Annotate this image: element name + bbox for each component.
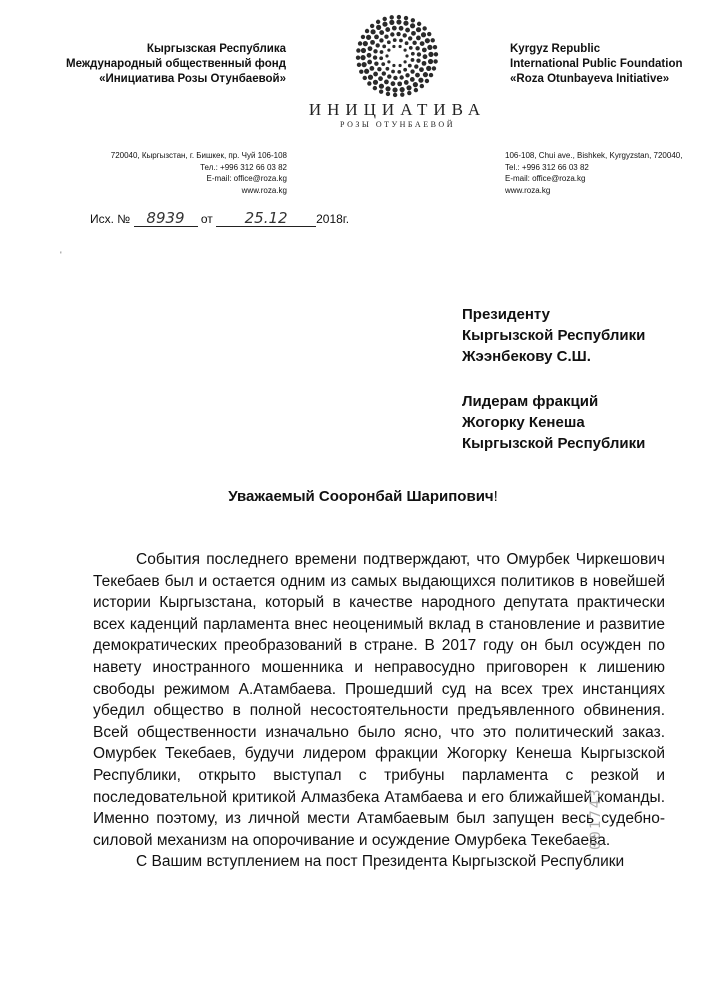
org-line: Kyrgyz Republic	[510, 43, 601, 55]
salutation-punct: !	[493, 488, 498, 505]
ref-number: 8939	[134, 210, 198, 227]
ref-year: 2018г.	[316, 212, 350, 226]
brand-subtitle: РОЗЫ ОТУНБАЕВОЙ	[340, 120, 455, 129]
contact-line: E-mail: office@roza.kg	[206, 174, 287, 183]
contact-line: 720040, Кыргызстан, г. Бишкек, пр. Чуй 106-108	[110, 151, 287, 160]
contact-line: www.roza.kg	[241, 185, 287, 195]
body-paragraph: С Вашим вступлением на пост Президента Кыргызской Республики	[136, 853, 625, 871]
outgoing-reference	[90, 210, 349, 227]
letter-body	[93, 549, 665, 873]
addressee-faction-leaders	[462, 391, 645, 454]
org-line: Международный общественный фонд	[66, 58, 286, 70]
brand-name: ИНИЦИАТИВА	[308, 100, 487, 119]
org-line: «Инициатива Розы Отунбаевой»	[99, 73, 286, 85]
addressee-line: Кыргызской Республики	[462, 327, 646, 344]
addressee-line: Лидерам фракций	[462, 393, 599, 410]
body-paragraph: События последнего времени подтверждают, что Омурбек Чиркешович Текебаев был и остается одним из самых выдающихся политиков в новейшей истории Кыргызстана, который в качестве народного депутата практически всех каденций парламента внес неоценимый вклад в становление и развитие демократических преобразований в стране. В 2017 году он был осужден по навету иностранного мошенника и неправосудно приговорен к лишению свободы режимом А.Атамбаева. Прошедший суд на всех трех инстанциях убедил общество в полной несостоятельности предъявленного обвинения. Всей общественности изначально было ясно, что это политический заказ. Омурбек Текебаев, будучи лидером фракции Жогорку Кенеша Кыргызской Республики, открыто выступал с трибуны парламента с резкой и последовательной критикой Алмазбека Атамбаева и его ближайшей команды. Именно поэтому, из личной мести Атамбаевым был запущен весь судебно-силовой механизм на опорочивание и осуждение Омурбека Текебаева.	[93, 551, 665, 849]
org-name-en	[510, 42, 720, 87]
salutation	[0, 488, 726, 505]
addressee-line: Жээнбекову С.Ш.	[462, 348, 591, 365]
contacts-ru	[60, 150, 287, 196]
margin-mark: '	[60, 250, 62, 260]
salutation-text: Уважаемый Сооронбай Шарипович	[228, 488, 494, 505]
addressee-president	[462, 304, 645, 367]
ref-date: 25.12	[216, 210, 316, 227]
org-line: Кыргызская Республика	[146, 43, 286, 55]
dotted-circle-logo-icon	[355, 14, 439, 98]
contact-line: 106-108, Chui ave., Bishkek, Kyrgyzstan, 720040,	[505, 151, 683, 160]
contacts-en	[505, 150, 720, 196]
contact-line: Тел.: +996 312 66 03 82	[200, 162, 287, 172]
addressee-line: Жогорку Кенеша	[462, 414, 585, 431]
org-line: International Public Foundation	[510, 58, 683, 70]
org-line: «Roza Otunbayeva Initiative»	[510, 73, 670, 85]
registration-stamp: 001743	[588, 787, 604, 850]
contact-line: Tel.: +996 312 66 03 82	[505, 162, 589, 172]
contact-line: E-mail: office@roza.kg	[505, 174, 586, 183]
contact-line: www.roza.kg	[505, 185, 551, 195]
ref-date-label: от	[200, 212, 213, 226]
ref-number-label: Исх. №	[90, 212, 131, 226]
addressee-line: Кыргызской Республики	[462, 435, 646, 452]
addressee-line: Президенту	[462, 306, 550, 323]
org-name-ru	[40, 42, 286, 87]
brand	[300, 100, 495, 130]
